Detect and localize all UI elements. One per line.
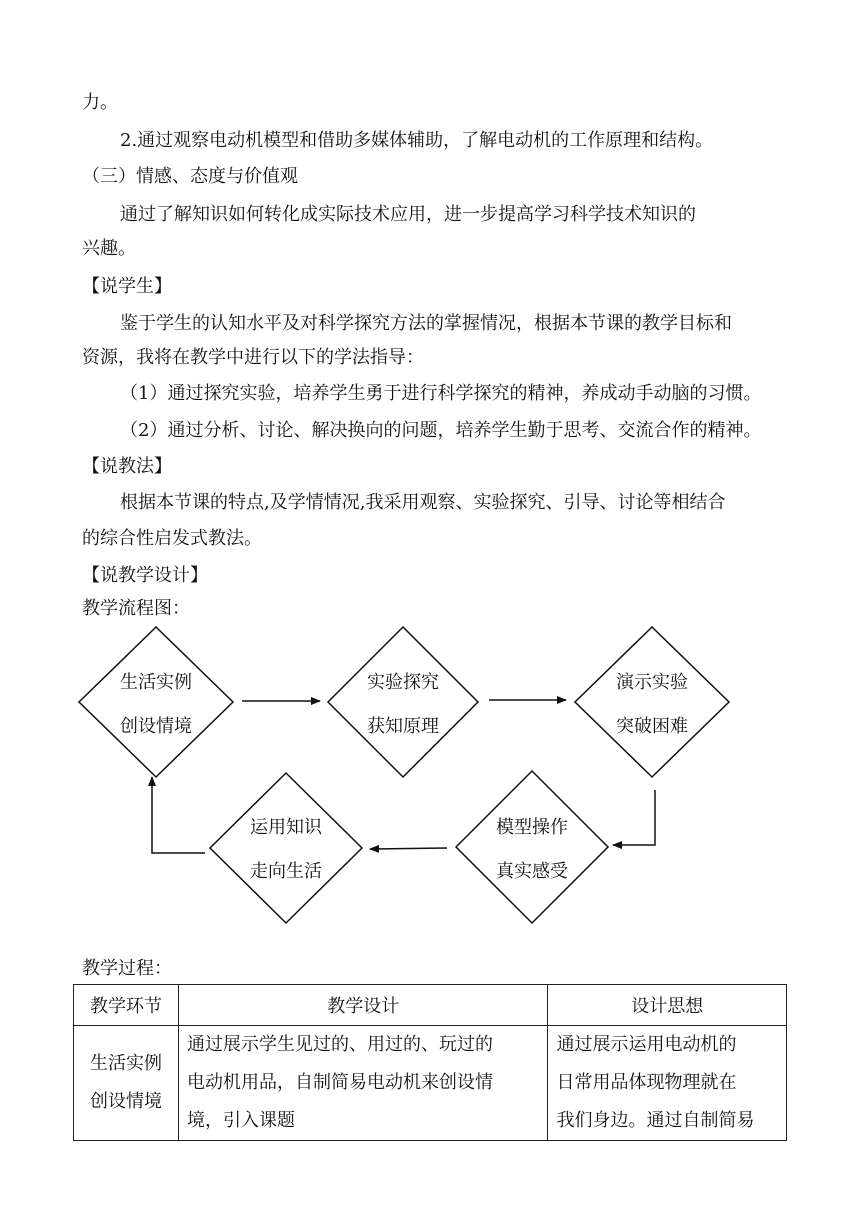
flow-node-4-line2: 真实感受: [496, 861, 568, 882]
flow-node-5-line2: 走向生活: [250, 861, 322, 882]
teaching-process-table: [73, 984, 787, 1141]
table-cell-idea: [548, 1026, 787, 1141]
table-header: 设计思想: [548, 985, 787, 1026]
paragraph-line: 的综合性启发式教法。: [82, 528, 262, 549]
table-header: 教学环节: [74, 985, 179, 1026]
section-heading: （三）情感、态度与价值观: [82, 166, 298, 187]
list-item: （2）通过分析、讨论、解决换向的问题，培养学生勤于思考、交流合作的精神。: [120, 420, 762, 441]
cell-line: 创设情境: [90, 1091, 162, 1112]
paragraph-line: 通过了解知识如何转化成实际技术应用，进一步提高学习科学技术知识的: [120, 204, 696, 225]
flow-node-1-line2: 创设情境: [120, 716, 192, 737]
cell-line: 日常用品体现物理就在: [556, 1072, 737, 1093]
paragraph-line: 2.通过观察电动机模型和借助多媒体辅助，了解电动机的工作原理和结构。: [120, 130, 714, 151]
table-row: [74, 1026, 787, 1141]
table-cell-design: [179, 1026, 548, 1141]
section-heading-method: 【说教法】: [82, 456, 172, 477]
flow-node-2-line1: 实验探究: [367, 672, 439, 693]
cell-line: 通过展示运用电动机的: [556, 1034, 737, 1055]
cell-line: 境，引入课题: [187, 1110, 296, 1131]
flow-node-4-line1: 模型操作: [496, 817, 568, 838]
flow-node-5-diamond: [210, 773, 362, 923]
cell-line: 我们身边。通过自制简易: [556, 1110, 755, 1131]
flow-node-3-line2: 突破困难: [616, 716, 688, 737]
flow-arrow-3-4: [613, 790, 655, 845]
flow-arrow-5-1: [152, 777, 205, 853]
paragraph-line: 力。: [82, 92, 118, 113]
flow-node-4-diamond: [456, 771, 608, 923]
section-heading-student: 【说学生】: [82, 276, 172, 297]
flow-node-5-line1: 运用知识: [250, 817, 322, 838]
flow-node-1-line1: 生活实例: [120, 672, 192, 693]
flow-node-3-line1: 演示实验: [616, 672, 688, 693]
section-heading-design: 【说教学设计】: [82, 565, 208, 586]
paragraph-line: 资源，我将在教学中进行以下的学法指导：: [82, 347, 424, 368]
paragraph-line: 鉴于学生的认知水平及对科学探究方法的掌握情况，根据本节课的教学目标和: [120, 313, 732, 334]
paragraph-line: 兴趣。: [82, 238, 136, 259]
cell-line: 生活实例: [90, 1053, 162, 1074]
paragraph-line: 根据本节课的特点,及学情情况,我采用观察、实验探究、引导、讨论等相结合: [120, 492, 726, 513]
flow-node-1-diamond: [79, 627, 233, 777]
flowchart-title: 教学流程图：: [82, 598, 190, 619]
table-cell-stage: [74, 1026, 179, 1141]
table-header: 教学设计: [179, 985, 548, 1026]
flow-arrow-4-5: [370, 848, 447, 849]
table-header-row: [74, 985, 787, 1026]
process-title: 教学过程：: [82, 958, 172, 979]
flow-node-2-line2: 获知原理: [367, 716, 439, 737]
list-item: （1）通过探究实验，培养学生勇于进行科学探究的精神，养成动手动脑的习惯。: [120, 383, 762, 404]
flow-node-2-diamond: [328, 627, 478, 777]
cell-line: 电动机用品，自制简易电动机来创设情: [187, 1072, 494, 1093]
cell-line: 通过展示学生见过的、用过的、玩过的: [187, 1034, 494, 1055]
flow-node-3-diamond: [575, 627, 729, 777]
